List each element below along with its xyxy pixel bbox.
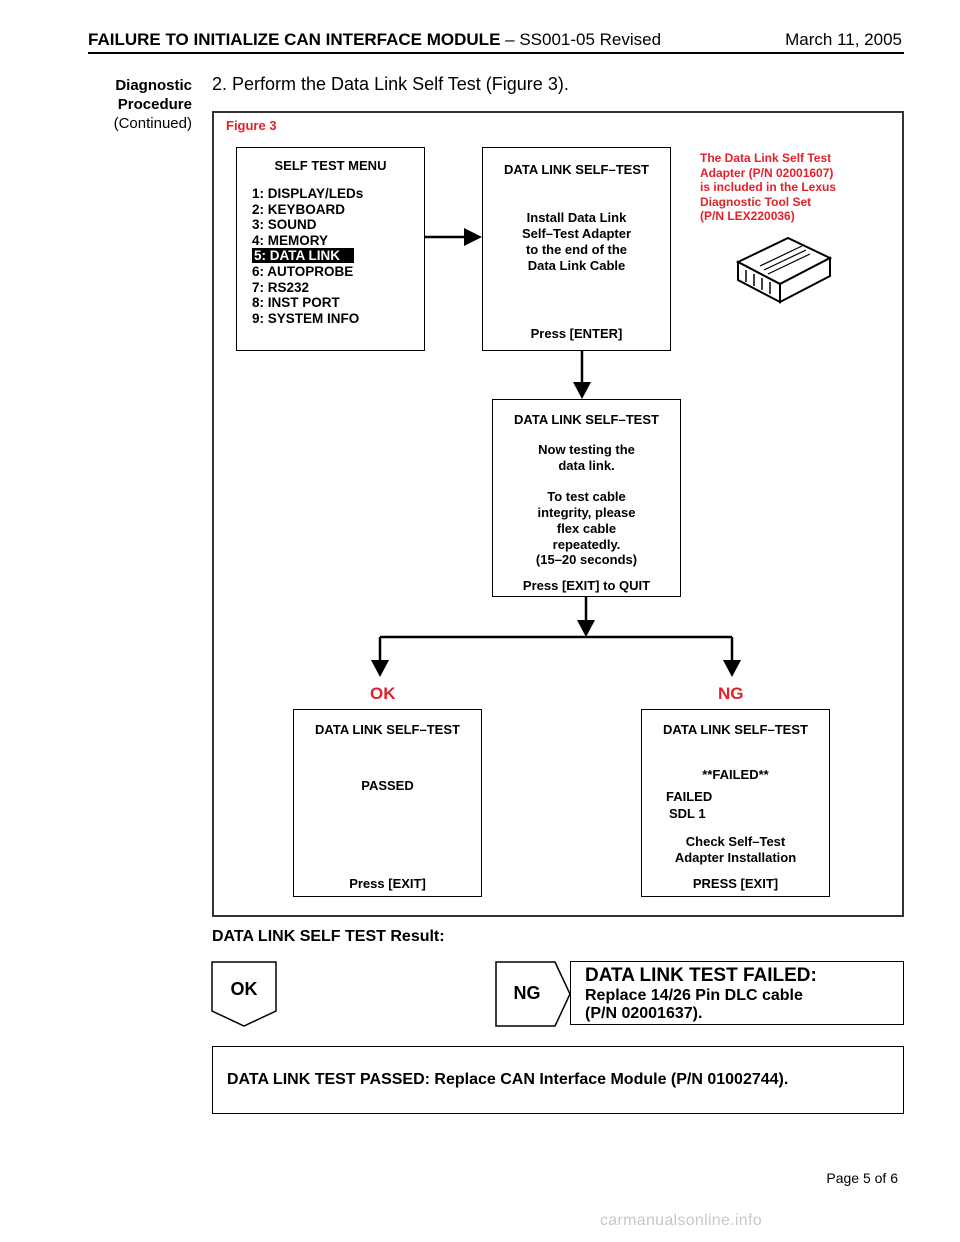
ok-result-tag: OK (230, 979, 258, 999)
document-date: March 11, 2005 (785, 30, 902, 49)
screen-title: DATA LINK SELF–TEST (315, 722, 460, 737)
instruction-line: Self–Test Adapter (521, 226, 632, 241)
result-heading: DATA LINK SELF TEST Result: (212, 928, 445, 945)
failed-action-title: DATA LINK TEST FAILED: (585, 965, 817, 986)
ng-result-tag: NG (513, 983, 541, 1003)
screen-title: DATA LINK SELF–TEST (504, 162, 649, 177)
instruction-line: Data Link Cable (527, 258, 626, 273)
menu-item: 3: SOUND (252, 217, 317, 233)
passed-status: PASSED (361, 778, 414, 793)
note-line: The Data Link Self Test (700, 151, 832, 165)
menu-title: SELF TEST MENU (274, 158, 387, 173)
note-line: (P/N LEX220036) (700, 209, 795, 224)
message-line: repeatedly. (552, 536, 621, 552)
hint-line: Adapter Installation (674, 850, 797, 865)
failed-status: **FAILED** (702, 767, 769, 782)
passed-action-text: DATA LINK TEST PASSED: Replace CAN Interface Module (P/N 01002744). (227, 1071, 789, 1088)
menu-item: 6: AUTOPROBE (252, 263, 354, 279)
document-title-bold: FAILURE TO INITIALIZE CAN INTERFACE MODULE (88, 30, 501, 49)
screen-footer: Press [EXIT] (349, 876, 426, 891)
failed-code-line: FAILED (666, 789, 713, 804)
screen-footer: Press [ENTER] (530, 326, 623, 341)
menu-item: 9: SYSTEM INFO (252, 310, 360, 326)
screen-title: DATA LINK SELF–TEST (663, 722, 808, 737)
menu-item: 1: DISPLAY/LEDs (252, 186, 364, 201)
step-instruction: 2. Perform the Data Link Self Test (Figure 3). (212, 74, 569, 94)
page-number: Page 5 of 6 (826, 1170, 898, 1186)
passed-action-box (212, 1046, 904, 1114)
screen-title: DATA LINK SELF–TEST (514, 412, 659, 427)
instruction-line: to the end of the (525, 242, 628, 257)
self-test-adapter-icon (730, 230, 840, 310)
passed-screen (293, 709, 482, 897)
failed-action-line: Replace 14/26 Pin DLC cable (585, 987, 803, 1004)
instruction-line: Install Data Link (526, 210, 627, 225)
side-heading-line3: (Continued) (113, 115, 192, 132)
failed-action-box (570, 961, 904, 1025)
testing-message (493, 442, 680, 568)
install-instructions (483, 210, 670, 274)
message-line: (15–20 seconds) (535, 552, 638, 568)
menu-item: 7: RS232 (252, 279, 310, 295)
menu-item: 8: INST PORT (252, 295, 340, 311)
note-line: Adapter (P/N 02001607) (700, 165, 834, 180)
adapter-note (700, 151, 836, 224)
hint-line: Check Self–Test (685, 834, 786, 849)
screen-footer: Press [EXIT] to QUIT (522, 578, 651, 593)
failed-code-line: SDL 1 (669, 806, 706, 821)
menu-item-selected: 5: DATA LINK (252, 248, 354, 263)
message-line: Now testing the (538, 442, 635, 457)
menu-item: 2: KEYBOARD (252, 201, 346, 217)
side-heading-line1: Diagnostic (115, 77, 192, 94)
message-line: To test cable (547, 489, 626, 505)
message-line: flex cable (556, 520, 617, 536)
screen-footer: PRESS [EXIT] (692, 876, 779, 891)
failed-code (666, 788, 712, 822)
message-line: integrity, please (537, 505, 636, 521)
watermark-text: carmanualsonline.info (600, 1212, 762, 1229)
side-heading-line2: Procedure (117, 96, 192, 113)
failed-screen (641, 709, 830, 897)
self-test-menu-screen (236, 147, 425, 351)
failed-action-line: (P/N 02001637). (585, 1005, 703, 1022)
failed-hint (642, 834, 829, 866)
install-adapter-screen (482, 147, 671, 351)
menu-list (252, 186, 363, 326)
testing-screen (492, 399, 681, 597)
figure-label: Figure 3 (226, 118, 277, 133)
document-title-revision: – SS001-05 Revised (500, 30, 662, 49)
ng-branch-label: NG (718, 684, 744, 703)
note-line: is included in the Lexus (700, 180, 837, 195)
message-line: data link. (558, 457, 615, 473)
menu-item: 4: MEMORY (252, 232, 329, 248)
ok-branch-label: OK (370, 684, 396, 703)
note-line: Diagnostic Tool Set (700, 194, 812, 209)
